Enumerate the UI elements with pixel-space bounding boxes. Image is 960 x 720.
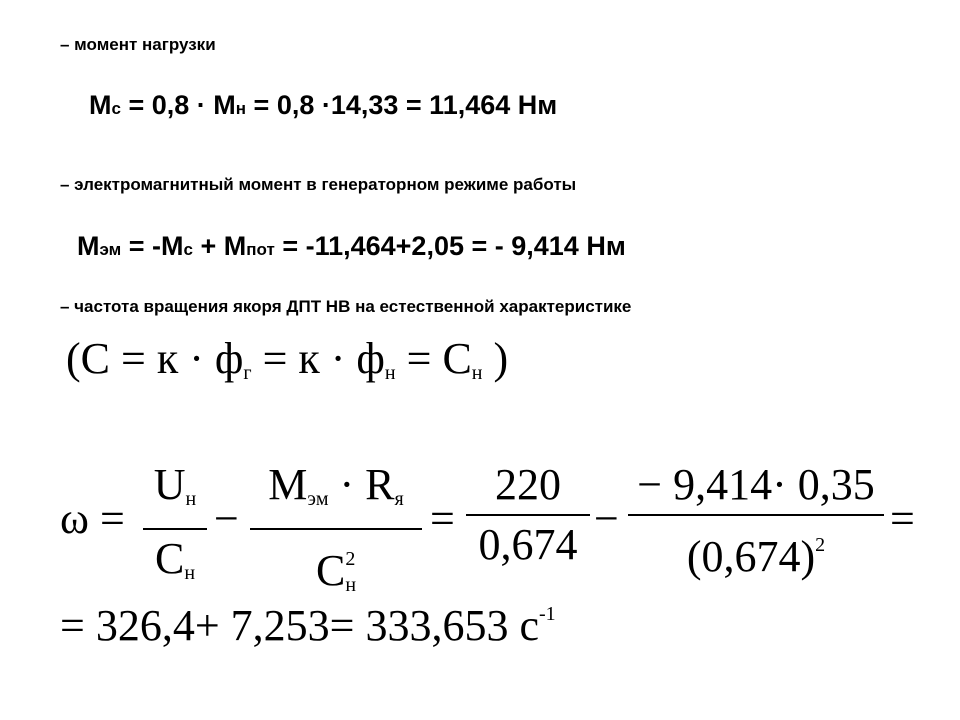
eq1-sub-n: н <box>235 99 247 118</box>
fraction2-bar <box>250 528 422 530</box>
equation-em-torque <box>77 231 626 262</box>
fraction4-bar <box>628 514 884 516</box>
fraction3-numerator: 220 <box>495 460 561 509</box>
eq3-sub-n1: н <box>384 362 396 384</box>
eq5-text: = 326,4+ 7,253= 333,653 c <box>60 601 539 650</box>
equals-sign-1: = <box>430 494 455 543</box>
eq3-sub-g: г <box>243 362 252 384</box>
fraction3-bar <box>466 514 590 516</box>
eq1-result: = 0,8 ·14,33 = 11,464 Нм <box>246 90 558 120</box>
label-load-torque: – момент нагрузки <box>60 35 216 54</box>
eq2-mid2: + M <box>192 231 247 261</box>
eq1-symbol-m: M <box>89 90 112 120</box>
fraction-u-over-c <box>143 460 207 598</box>
equation-load-torque <box>89 90 557 121</box>
equals-sign-2: = <box>890 494 915 543</box>
equation-omega-result <box>60 600 556 651</box>
fraction-numeric-em <box>628 460 884 582</box>
eq2-mid1: = -M <box>121 231 184 261</box>
minus-sign-2: − <box>594 494 619 543</box>
omega-symbol: ω = <box>60 494 125 543</box>
eq2-sub-em: эм <box>99 240 122 259</box>
fraction2-denominator: $C^2н$ <box>315 546 357 596</box>
fraction1-numerator: Uн <box>153 460 197 510</box>
eq2-symbol-m: M <box>77 231 100 261</box>
eq3-sub-n2: н <box>471 362 483 384</box>
fraction2-numerator: Mэм · Rя <box>268 460 404 510</box>
eq2-sub-c: c <box>183 240 193 259</box>
label-em-torque: – электромагнитный момент в генераторном режиме работы <box>60 175 577 194</box>
fraction-220-over-0674 <box>466 460 590 570</box>
fraction-m-r-over-c2 <box>250 460 422 610</box>
eq2-result: = -11,464+2,05 = - 9,414 Нм <box>274 231 626 261</box>
fraction4-denominator: $(0,674)^2$ <box>686 532 826 581</box>
eq5-sup: -1 <box>538 603 556 625</box>
equation-flux-relation <box>66 333 508 385</box>
fraction1-bar <box>143 528 207 530</box>
eq3-mid2: = C <box>395 334 472 383</box>
eq3-open: (C = к · ф <box>66 334 244 383</box>
eq3-mid: = к · ф <box>251 334 385 383</box>
fraction1-denominator: Cн <box>154 534 196 584</box>
minus-sign-1: − <box>214 494 239 543</box>
eq2-sub-pot: пот <box>246 240 275 259</box>
eq1-mid: = 0,8 · M <box>120 90 236 120</box>
label-rotation-speed: – частота вращения якоря ДПТ НВ на естественной характеристике <box>60 297 632 316</box>
fraction4-numerator: − 9,414· 0,35 <box>637 460 875 509</box>
eq1-sub-c: c <box>111 99 121 118</box>
eq3-close: ) <box>482 334 509 383</box>
fraction3-denominator: 0,674 <box>478 520 578 569</box>
